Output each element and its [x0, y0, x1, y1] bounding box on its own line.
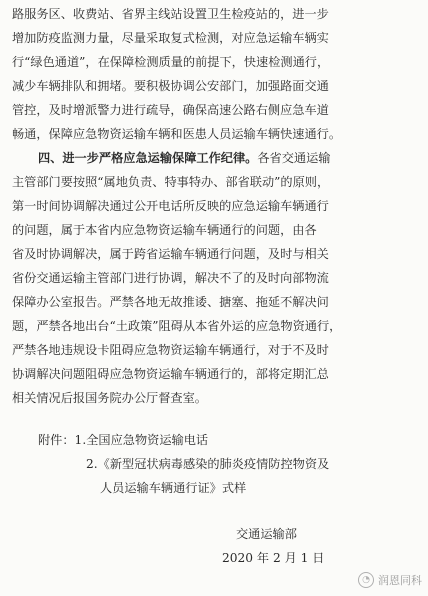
section-4-heading: 四、进一步严格应急运输保障工作纪律。 [38, 151, 258, 165]
paragraph-line: 题，严禁各地出台“土政策”阻碍从本省外运的应急物资通行， [12, 319, 342, 333]
paragraph-line: 行“绿色通道”，在保障检测质量的前提下，快速检测通行， [12, 55, 330, 69]
paragraph-line: 相关情况后报国务院办公厅督查室。 [12, 391, 207, 405]
watermark [358, 572, 422, 588]
paragraph-line: 第一时间协调解决通过公开电话所反映的应急运输车辆通行 [12, 199, 329, 213]
watermark-text: 润恩同科 [378, 574, 422, 587]
paragraph-line: 增加防疫监测力量，尽量采取复式检测，对应急运输车辆实 [12, 31, 329, 45]
paragraph-line: 保障办公室报告。严禁各地无故推诿、搪塞、拖延不解决问 [12, 295, 329, 309]
attachment-line-2: 2.《新型冠状病毒感染的肺炎疫情防控物资及 [86, 457, 330, 471]
paragraph-line: 协调解决问题阻碍应急物资运输车辆通行的，部将定期汇总 [12, 367, 329, 381]
paragraph-line: 管控，及时增派警力进行疏导，确保高速公路右侧应急车道 [12, 103, 329, 117]
paragraph-line: 严禁各地违规设卡阻碍应急物资运输车辆通行，对于不及时 [12, 343, 329, 357]
paragraph-line: 省及时协调解决，属于跨省运输车辆通行问题，及时与相关 [12, 247, 329, 261]
section-4-first-line [38, 150, 428, 166]
paragraph-line: 畅通，保障应急物资运输车辆和医患人员运输车辆快速通行。 [12, 127, 342, 141]
attachment-line-1: 附件：1.全国应急物资运输电话 [38, 433, 209, 447]
wechat-circle-icon: ◔ [358, 572, 374, 588]
attachment-line-3: 人员运输车辆通行证》式样 [100, 481, 247, 495]
section-4-first-line-rest: 各省交通运输 [257, 151, 331, 165]
paragraph-line: 省份交通运输主管部门进行协调，解决不了的及时向部物流 [12, 271, 329, 285]
signature-org: 交通运输部 [236, 527, 297, 541]
paragraph-line: 的问题，属于本省内应急物资运输车辆通行的问题，由各 [12, 223, 317, 237]
paragraph-line: 主管部门要按照“属地负责、特事特办、部省联动”的原则， [12, 175, 330, 189]
paragraph-line: 路服务区、收费站、省界主线站设置卫生检疫站的，进一步 [12, 7, 329, 21]
paragraph-line: 减少车辆排队和拥堵。要积极协调公安部门，加强路面交通 [12, 79, 329, 93]
signature-date: 2020 年 2 月 1 日 [222, 551, 325, 565]
